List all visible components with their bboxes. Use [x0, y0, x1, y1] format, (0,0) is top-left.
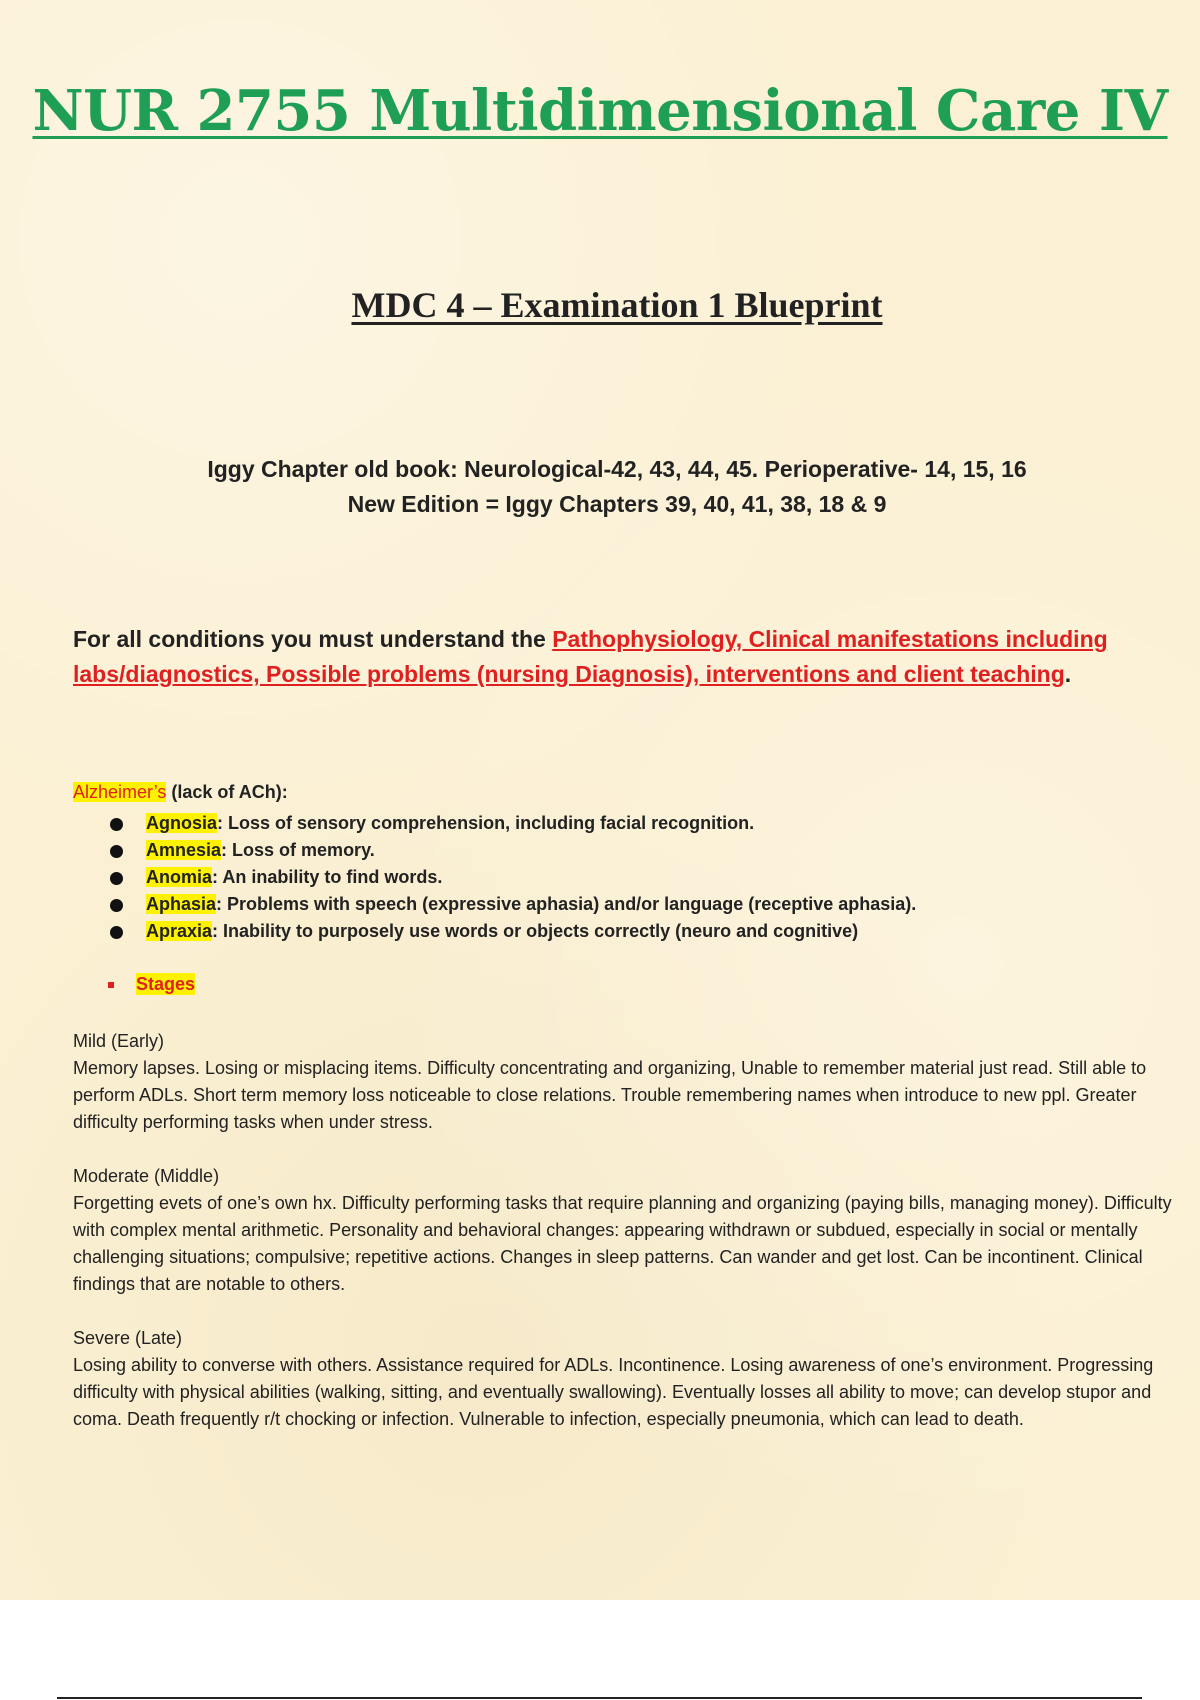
intro-paragraph: [73, 622, 1143, 692]
term-item: [108, 891, 916, 918]
stage-text: Losing ability to converse with others. Assistance required for ADLs. Incontinence. Losing awareness of one’s environment. Progressing difficulty with physical abilities (walking, sitting, and eventually swallowing). Eventually losses all ability to move; can develop stupor and coma. Death frequently r/t chocking or infection. Vulnerable to infection, especially pneumonia, which can lead to death.: [73, 1355, 1154, 1429]
stage-heading: Moderate (Middle): [73, 1166, 220, 1186]
term-item: [108, 918, 916, 945]
term-name: Apraxia: [146, 921, 213, 941]
intro-prefix: For all conditions you must understand the: [73, 626, 553, 652]
intro-emphasis: Pathophysiology, Clinical manifestations including labs/diagnostics, Possible problems (nursing Diagnosis), interventions and client teaching: [73, 626, 1108, 687]
term-item: [108, 810, 916, 837]
bullet-icon: [110, 845, 123, 858]
term-name: Agnosia: [146, 813, 218, 833]
chapter-line-old: Iggy Chapter old book: Neurological-42, 43, 44, 45. Perioperative- 14, 15, 16: [207, 456, 1027, 482]
term-definition: : Loss of sensory comprehension, including facial recognition.: [217, 813, 755, 833]
alzheimers-term: Alzheimer’s: [73, 782, 167, 802]
chapter-references: [0, 452, 1200, 522]
term-definition: : An inability to find words.: [212, 867, 443, 887]
term-name: Aphasia: [146, 894, 217, 914]
bullet-icon: [110, 872, 123, 885]
term-definition: : Loss of memory.: [221, 840, 375, 860]
stage-text: Memory lapses. Losing or misplacing items. Difficulty concentrating and organizing, Unable to remember material just read. Still able to perform ADLs. Short term memory loss noticeable to close relations. Trouble remembering names when introduce to new ppl. Greater difficulty performing tasks when under stress.: [73, 1058, 1147, 1132]
stage-severe: [73, 1325, 1173, 1433]
page-divider: [57, 1697, 1142, 1699]
term-name: Amnesia: [146, 840, 222, 860]
intro-suffix: .: [1064, 661, 1072, 687]
term-item: [108, 837, 916, 864]
stages-heading: [108, 974, 195, 995]
stage-mild: [73, 1028, 1173, 1136]
stage-moderate: [73, 1163, 1173, 1298]
stage-heading: Severe (Late): [73, 1328, 183, 1348]
term-definition: : Problems with speech (expressive aphasia) and/or language (receptive aphasia).: [216, 894, 917, 914]
bullet-icon: [110, 899, 123, 912]
term-list: [108, 810, 916, 945]
stage-text: Forgetting evets of one’s own hx. Difficulty performing tasks that require planning and organizing (paying bills, managing money). Difficulty with complex mental arithmetic. Personality and behavioral changes: appearing withdrawn or subdued, especially in social or mentally challenging situations; compulsive; repetitive actions. Changes in sleep patterns. Can wander and get lost. Can be incontinent. Clinical findings that are notable to others.: [73, 1193, 1172, 1294]
chapter-line-new: New Edition = Iggy Chapters 39, 40, 41, 38, 18 & 9: [347, 491, 887, 517]
term-name: Anomia: [146, 867, 213, 887]
stages-label: Stages: [136, 974, 196, 994]
document-title: NUR 2755 Multidimensional Care IV: [32, 78, 1168, 144]
alzheimers-heading: [73, 782, 288, 803]
bullet-icon: [110, 818, 123, 831]
term-item: [108, 864, 916, 891]
term-definition: : Inability to purposely use words or objects correctly (neuro and cognitive): [212, 921, 859, 941]
stage-heading: Mild (Early): [73, 1031, 165, 1051]
bullet-square-icon: [108, 982, 114, 988]
alzheimers-note: (lack of ACh):: [166, 782, 288, 802]
document-subtitle: MDC 4 – Examination 1 Blueprint: [351, 285, 883, 325]
bullet-icon: [110, 926, 123, 939]
